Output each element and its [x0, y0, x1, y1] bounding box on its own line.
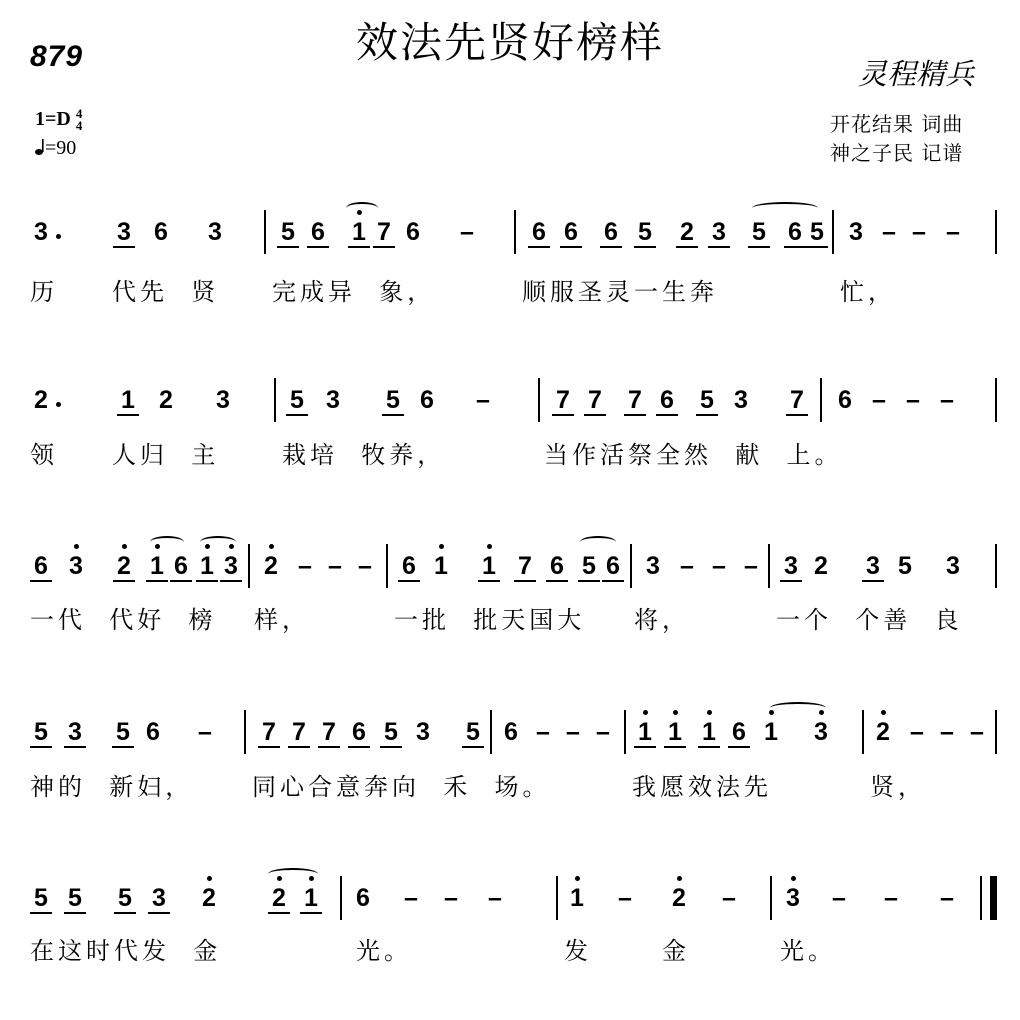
octave-dot [643, 710, 648, 715]
note: 1 [146, 552, 168, 582]
note: 2 [159, 386, 173, 414]
lyric-segment: 神的 新妇， [30, 773, 194, 801]
credit-words-music: 开花结果 词曲 [830, 112, 964, 136]
octave-dot [881, 710, 886, 715]
augmentation-dot [56, 234, 61, 239]
sustain-dash: – [970, 718, 984, 746]
note: 2 [876, 718, 890, 746]
sustain-dash: – [298, 552, 312, 580]
note: 5 [634, 218, 656, 248]
note: 1 [300, 884, 322, 914]
sustain-dash: – [566, 718, 580, 746]
note: 6 [560, 218, 582, 248]
note: 7 [318, 718, 340, 748]
final-bar-thin [980, 876, 982, 920]
note: 6 [420, 386, 434, 414]
sustain-dash: – [444, 884, 458, 912]
octave-dot [673, 710, 678, 715]
note: 2 [814, 552, 828, 580]
note: 7 [514, 552, 536, 582]
note: 6 [838, 386, 852, 414]
note: 6 [307, 218, 329, 248]
sustain-dash: – [940, 386, 954, 414]
note: 1 [634, 718, 656, 748]
group-name: 灵程精兵 [857, 57, 974, 91]
note: 3 [708, 218, 730, 248]
slur [200, 536, 236, 548]
sustain-dash: – [460, 218, 474, 246]
sustain-dash: – [536, 718, 550, 746]
octave-dot [122, 544, 127, 549]
note: 5 [277, 218, 299, 248]
lyric-segment: 在这时代发 金 [30, 937, 222, 965]
note: 1 [570, 884, 584, 912]
final-bar-thick [990, 876, 997, 920]
bar-line [995, 710, 997, 754]
song-number: 879 [30, 40, 84, 73]
lyric-segment: 发 [564, 937, 592, 965]
time-signature: 4 4 [75, 106, 83, 134]
note: 3 [208, 218, 222, 246]
key-signature [35, 108, 82, 132]
lyric-segment: 一个 个善 良 [776, 606, 963, 634]
note: 7 [288, 718, 310, 748]
bar-line [624, 710, 626, 754]
lyric-segment: 当作活祭全然 献 上。 [544, 441, 843, 469]
slur [752, 202, 818, 214]
note: 5 [898, 552, 912, 580]
bar-line [768, 544, 770, 588]
sustain-dash: – [906, 386, 920, 414]
tempo-value: =90 [45, 137, 77, 159]
bar-line [556, 876, 558, 920]
note: 5 [462, 718, 484, 748]
note: 5 [380, 718, 402, 748]
bar-line [995, 544, 997, 588]
sustain-dash: – [722, 884, 736, 912]
bar-line [538, 378, 540, 422]
bar-line [995, 210, 997, 254]
lyric-segment: 一代 代好 榜 [30, 606, 217, 634]
lyric-segment: 忙， [840, 278, 896, 306]
lyric-segment: 将， [634, 606, 690, 634]
note: 6 [602, 552, 624, 582]
note: 1 [664, 718, 686, 748]
note: 5 [114, 884, 136, 914]
bar-line [630, 544, 632, 588]
lyric-segment: 代先 贤 [112, 278, 220, 306]
octave-dot [74, 544, 79, 549]
octave-dot [439, 544, 444, 549]
quarter-note-icon [35, 138, 45, 156]
note: 5 [286, 386, 308, 416]
note: 1 [348, 218, 370, 248]
sustain-dash: – [680, 552, 694, 580]
note: 1 [196, 552, 218, 582]
sustain-dash: – [910, 718, 924, 746]
note: 2 [264, 552, 278, 580]
note: 3 [64, 718, 86, 748]
sustain-dash: – [940, 884, 954, 912]
note: 5 [112, 718, 134, 748]
bar-line [248, 544, 250, 588]
sustain-dash: – [618, 884, 632, 912]
lyric-segment: 光。 [356, 937, 412, 965]
note: 6 [528, 218, 550, 248]
sustain-dash: – [912, 218, 926, 246]
octave-dot [677, 876, 682, 881]
note: 6 [170, 552, 192, 582]
key-label: 1=D [35, 108, 71, 130]
sustain-dash: – [940, 718, 954, 746]
sustain-dash: – [832, 884, 846, 912]
note: 6 [356, 884, 370, 912]
note: 6 [784, 218, 806, 248]
note: 3 [646, 552, 660, 580]
note: 1 [117, 386, 139, 416]
octave-dot [207, 876, 212, 881]
lyric-segment: 完成异 象， [272, 278, 436, 306]
note: 6 [406, 218, 420, 246]
slur [346, 202, 378, 214]
sustain-dash: – [476, 386, 490, 414]
augmentation-dot [56, 402, 61, 407]
note: 3 [220, 552, 242, 582]
note: 5 [748, 218, 770, 248]
slur [150, 536, 184, 548]
slur [268, 868, 318, 880]
bar-line [274, 378, 276, 422]
octave-dot [575, 876, 580, 881]
lyric-segment: 金 [662, 937, 690, 965]
note: 6 [154, 218, 168, 246]
octave-dot [269, 544, 274, 549]
note: 7 [624, 386, 646, 416]
note: 6 [398, 552, 420, 582]
note: 7 [584, 386, 606, 416]
bar-line [832, 210, 834, 254]
note: 3 [814, 718, 828, 746]
note: 6 [728, 718, 750, 748]
lyric-segment: 贤， [870, 773, 926, 801]
sustain-dash: – [596, 718, 610, 746]
credit-notation: 神之子民 记谱 [830, 141, 964, 165]
note: 3 [216, 386, 230, 414]
bar-line [386, 544, 388, 588]
note: 3 [849, 218, 863, 246]
note: 5 [806, 218, 828, 248]
sustain-dash: – [198, 718, 212, 746]
lyric-segment: 样， [254, 606, 310, 634]
note: 3 [326, 386, 340, 414]
note: 6 [30, 552, 52, 582]
note: 3 [862, 552, 884, 582]
note: 1 [434, 552, 448, 580]
note: 5 [30, 718, 52, 748]
note: 5 [696, 386, 718, 416]
note: 2 [113, 552, 135, 582]
note: 3 [148, 884, 170, 914]
slur [770, 702, 826, 714]
note: 2 [202, 884, 216, 912]
note: 3 [780, 552, 802, 582]
slur [580, 536, 616, 548]
sustain-dash: – [712, 552, 726, 580]
sustain-dash: – [404, 884, 418, 912]
note: 5 [382, 386, 404, 416]
note: 7 [786, 386, 808, 416]
note: 6 [504, 718, 518, 746]
lyric-segment: 历 [30, 278, 58, 306]
note: 3 [69, 552, 83, 580]
bar-line [770, 876, 772, 920]
note: 6 [600, 218, 622, 248]
note: 5 [64, 884, 86, 914]
note: 3 [113, 218, 135, 248]
note: 6 [546, 552, 568, 582]
lyric-segment: 我愿效法先 [632, 773, 772, 801]
song-title: 效法先贤好榜样 [355, 18, 664, 67]
lyric-segment: 人归 主 [112, 441, 220, 469]
sustain-dash: – [488, 884, 502, 912]
sustain-dash: – [328, 552, 342, 580]
octave-dot [707, 710, 712, 715]
note: 6 [656, 386, 678, 416]
lyric-segment: 光。 [780, 937, 836, 965]
lyric-segment: 栽培 牧养， [282, 441, 446, 469]
note: 2 [34, 386, 48, 414]
lyric-segment: 顺服圣灵一生奔 [522, 278, 718, 306]
note: 5 [578, 552, 600, 582]
sustain-dash: – [946, 218, 960, 246]
note: 1 [478, 552, 500, 582]
bar-line [514, 210, 516, 254]
note: 3 [786, 884, 800, 912]
sustain-dash: – [884, 884, 898, 912]
sustain-dash: – [744, 552, 758, 580]
lyric-segment: 同心合意奔向 禾 场。 [252, 773, 551, 801]
lyric-segment: 领 [30, 441, 58, 469]
note: 1 [698, 718, 720, 748]
bar-line [820, 378, 822, 422]
sustain-dash: – [358, 552, 372, 580]
note: 7 [258, 718, 280, 748]
bar-line [340, 876, 342, 920]
octave-dot [791, 876, 796, 881]
sustain-dash: – [882, 218, 896, 246]
bar-line [244, 710, 246, 754]
bar-line [490, 710, 492, 754]
bar-line [264, 210, 266, 254]
bar-line [862, 710, 864, 754]
note: 7 [373, 218, 395, 248]
note: 5 [30, 884, 52, 914]
note: 2 [676, 218, 698, 248]
tempo-marking [35, 137, 76, 160]
note: 6 [348, 718, 370, 748]
note: 6 [146, 718, 160, 746]
note: 1 [764, 718, 778, 746]
note: 3 [734, 386, 748, 414]
lyric-segment: 一批 批天国大 [394, 606, 586, 634]
note: 2 [672, 884, 686, 912]
sustain-dash: – [872, 386, 886, 414]
note: 2 [268, 884, 290, 914]
note: 3 [34, 218, 48, 246]
note: 7 [552, 386, 574, 416]
octave-dot [487, 544, 492, 549]
note: 3 [946, 552, 960, 580]
bar-line [995, 378, 997, 422]
note: 3 [416, 718, 430, 746]
